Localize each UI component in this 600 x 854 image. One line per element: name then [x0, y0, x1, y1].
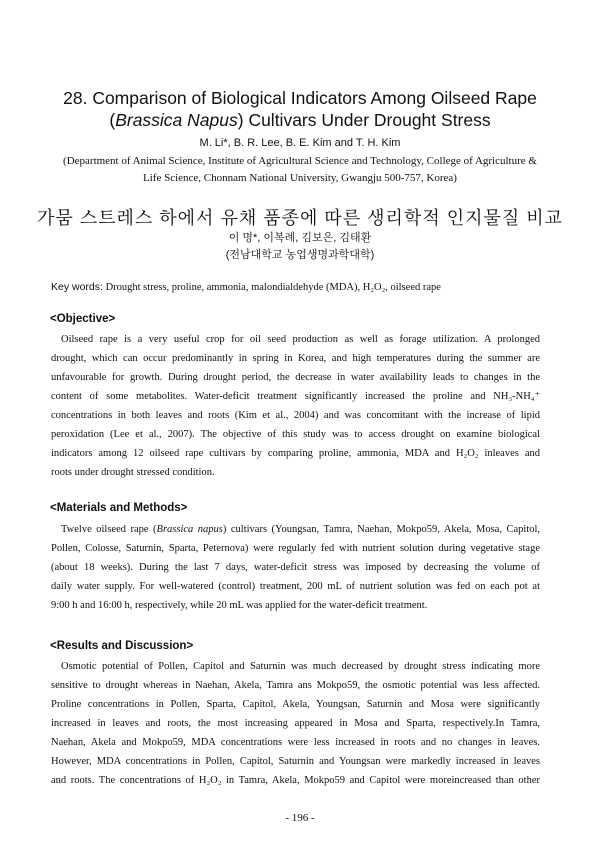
paragraph-line: Osmotic potential of Pollen, Capitol and Saturnin was much decreased by drought stress indicating more: [61, 661, 540, 672]
affiliation: [40, 153, 560, 187]
paragraph-line: concentrations in both leaves and roots (Kim et al., 2004) and was concomitant with the increase of lipid: [51, 410, 540, 421]
methods-paragraph: [51, 520, 540, 615]
section-heading-objective: <Objective>: [50, 313, 116, 325]
affiliation-line2: Life Science, Chonnam National University, Gwangju 500-757, Korea): [143, 172, 457, 184]
paragraph-line: roots under drought stressed condition.: [51, 467, 215, 478]
section-heading-methods: <Materials and Methods>: [50, 502, 188, 514]
paragraph-line: sensitive to drought whereas in Naehan, Akela, Tamra ans Mokpo59, the osmotic potential was less affected.: [51, 680, 540, 691]
methods-line1-pre: Twelve oilseed rape (: [61, 524, 157, 535]
title-species-italic: Brassica Napus: [115, 110, 238, 130]
paragraph-line: Oilseed rape is a very useful crop for oil seed production as well as forage utilization. A prolonged: [61, 334, 540, 345]
section-heading-results: <Results and Discussion>: [50, 640, 194, 652]
paragraph-line: However, MDA concentrations in Pollen, Capitol, Saturnin and Youngsan were markedly increased in leaves: [51, 756, 540, 767]
paragraph-line: indicators among 12 oilseed rape cultivars by comparing proline, ammonia, MDA and H₂O₂ inleaves and: [51, 448, 540, 459]
paragraph-line: [51, 520, 540, 539]
title-paren-close: ): [237, 110, 244, 130]
paragraph-line: Pollen, Colosse, Saturnin, Sparta, Peternova) were regularly fed with nutrient solution during vegetative stage: [51, 543, 540, 554]
page-number: - 196 -: [285, 812, 315, 824]
paragraph-line: unfavourable for growth. During drought period, the decrease in water availability leads to changes in the: [51, 372, 540, 383]
title-paren-open: (: [109, 110, 116, 130]
korean-authors: 이 명*, 이복례, 김보은, 김태환: [228, 232, 372, 244]
paragraph-line: (about 18 weeks). During the last 7 days, water-deficit stress was imposed by decreasing the volume of: [51, 562, 540, 573]
methods-line1-post: ) cultivars (Youngsan, Tamra, Naehan, Mokpo59, Akela, Mosa, Capitol,: [222, 524, 541, 535]
results-paragraph: [51, 657, 540, 790]
affiliation-line1: (Department of Animal Science, Institute of Agricultural Science and Technology, College of Agriculture &: [63, 155, 537, 167]
authors: M. Li*, B. R. Lee, B. E. Kim and T. H. Kim: [199, 137, 401, 149]
paragraph-line: drought, which can occur predominantly in spring in Korea, and high temperatures during the summer are: [51, 353, 540, 364]
title-line2-rest: Cultivars Under Drought Stress: [243, 110, 491, 130]
objective-paragraph: [51, 330, 540, 482]
paragraph-line: 9:00 h and 16:00 h, respectively, while 20 mL was applied for the water-deficit treatment.: [51, 600, 428, 611]
paragraph-line: daily water supply. For well-watered (control) treatment, 200 mL of nutrient solution was fed on each pot at: [51, 581, 540, 592]
paragraph-line: content of some metabolites. Water-deficit treatment significantly increased the proline and NH₃-NH₄⁺: [51, 391, 540, 402]
korean-affiliation: (전남대학교 농업생명과학대학): [225, 249, 375, 261]
korean-title: 가뭄 스트레스 하에서 유채 품종에 따른 생리학적 인지물질 비교: [36, 208, 564, 228]
methods-species-italic: Brassica napus: [156, 524, 223, 535]
paragraph-line: Naehan, Akela and Mokpo59, MDA concentrations were less increased in roots and no changes in leaves.: [51, 737, 540, 748]
keywords-label: Key words:: [51, 281, 103, 293]
paragraph-line: and roots. The concentrations of H₂O₂ in Tamra, Akela, Mokpo59 and Capitol were moreincreased than other: [51, 775, 540, 786]
keywords-text: Drought stress, proline, ammonia, malondialdehyde (MDA), H₂O₂, oilseed rape: [102, 282, 441, 293]
keywords: [51, 281, 561, 293]
paragraph-line: Proline concentrations in Pollen, Sparta, Capitol, Akela, Youngsan, Saturnin and Mosa were significantly: [51, 699, 540, 710]
paper-title-line1: 28. Comparison of Biological Indicators Among Oilseed Rape: [63, 88, 537, 108]
paper-title-line2: [0, 110, 600, 131]
paragraph-line: peroxidation (Lee et al., 2007). The objective of this study was to access drought on examine biological: [51, 429, 540, 440]
paragraph-line: increased in leaves and roots, the most increasing appeared in Mosa and Sparta, respectively.In Tamra,: [51, 718, 540, 729]
